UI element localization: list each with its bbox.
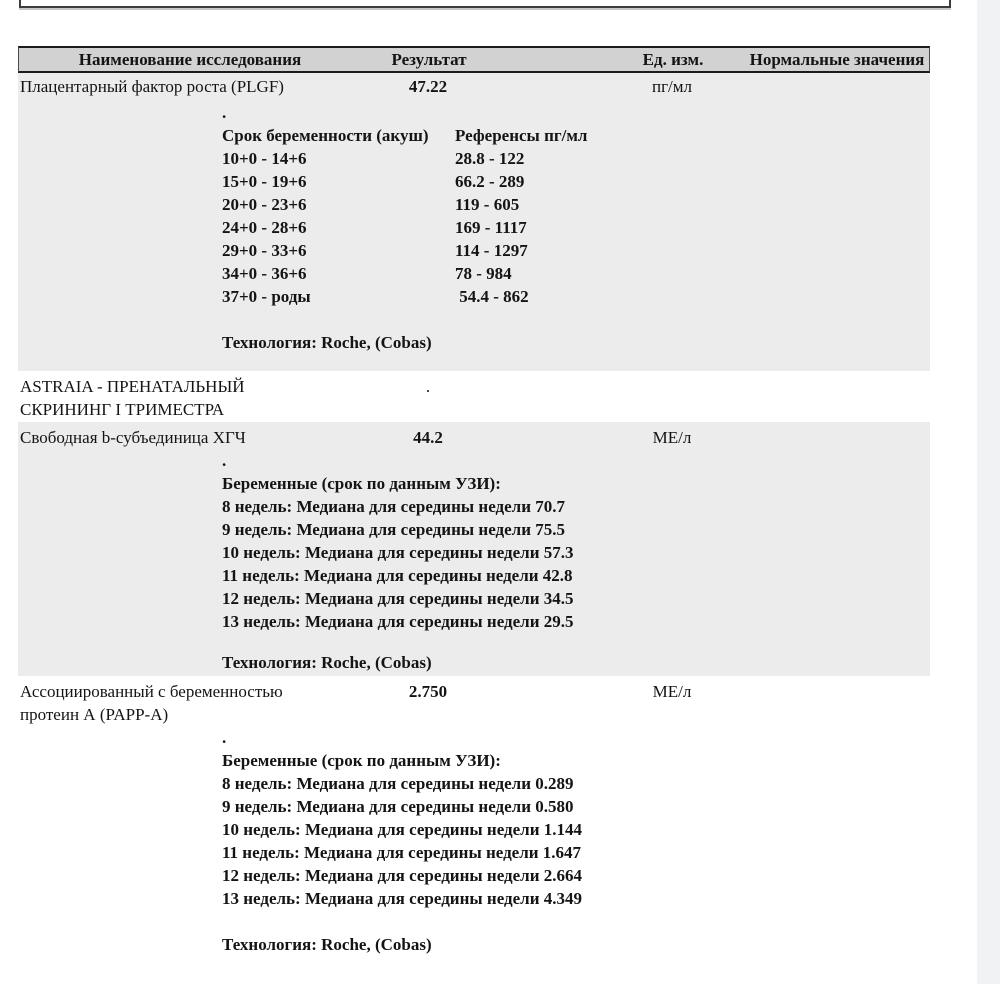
test-result-pappa: 2.750 <box>408 682 448 701</box>
results-table <box>18 46 930 956</box>
reference-value: 66.2 - 289 <box>455 172 525 191</box>
reference-value: 119 - 605 <box>455 195 520 214</box>
median-row: 8 недель: Медиана для середины недели 0.289 <box>222 774 574 793</box>
test-name-plgf: Плацентарный фактор роста (PLGF) <box>20 77 284 96</box>
medians-header: Беременные (срок по данным УЗИ): <box>222 751 501 770</box>
test-name-hcg: Свободная b-субъединица ХГЧ <box>20 428 246 447</box>
reference-value: 78 - 984 <box>455 264 512 283</box>
page-edge-strip <box>977 0 1000 984</box>
spacer <box>222 910 930 933</box>
reference-term: 10+0 - 14+6 <box>222 149 307 168</box>
table-row <box>18 375 930 421</box>
table-header-row <box>18 46 930 73</box>
dot-marker: . <box>222 451 227 470</box>
reference-term: 24+0 - 28+6 <box>222 218 307 237</box>
test-unit-hcg: МЕ/л <box>652 428 692 447</box>
reference-term: 37+0 - роды <box>222 287 311 306</box>
hcg-reference-block <box>222 449 930 674</box>
header-col-unit: Ед. изм. <box>642 50 704 69</box>
test-result-hcg: 44.2 <box>413 428 443 447</box>
spacer <box>222 633 930 651</box>
header-col-result: Результат <box>391 50 467 69</box>
median-row: 12 недель: Медиана для середины недели 34.5 <box>222 589 574 608</box>
reference-value: 28.8 - 122 <box>455 149 525 168</box>
reference-term: 20+0 - 23+6 <box>222 195 307 214</box>
reference-value: 169 - 1117 <box>455 218 527 237</box>
test-result-astraia: . <box>425 377 431 396</box>
header-col-normal: Нормальные значения <box>749 50 925 69</box>
reference-value: 114 - 1297 <box>455 241 528 260</box>
plgf-reference-block <box>222 101 930 354</box>
pappa-reference-block <box>222 726 930 956</box>
median-row: 8 недель: Медиана для середины недели 70.7 <box>222 497 565 516</box>
reference-table-header <box>222 124 930 147</box>
test-unit-plgf: пг/мл <box>651 77 693 96</box>
reference-row <box>222 147 930 170</box>
reference-term: 15+0 - 19+6 <box>222 172 307 191</box>
dot-marker: . <box>222 728 227 747</box>
test-name-pappa <box>18 680 360 726</box>
medians-header: Беременные (срок по данным УЗИ): <box>222 474 501 493</box>
technology-note: Технология: Roche, (Cobas) <box>222 653 432 672</box>
reference-row <box>222 239 930 262</box>
reference-row <box>222 285 930 308</box>
reference-row <box>222 262 930 285</box>
header-col-name: Наименование исследования <box>78 50 302 69</box>
astraia-title-line2: СКРИНИНГ I ТРИМЕСТРА <box>20 400 225 419</box>
reference-term-header: Срок беременности (акуш) <box>222 126 429 145</box>
reference-row <box>222 216 930 239</box>
reference-row <box>222 170 930 193</box>
previous-table-border <box>19 0 951 8</box>
dot-marker: . <box>222 103 227 122</box>
section-plgf <box>18 73 930 371</box>
reference-term: 34+0 - 36+6 <box>222 264 307 283</box>
median-row: 13 недель: Медиана для середины недели 4.349 <box>222 889 582 908</box>
median-row: 11 недель: Медиана для середины недели 1.647 <box>222 843 582 862</box>
section-pappa <box>18 676 930 956</box>
technology-note: Технология: Roche, (Cobas) <box>222 935 432 954</box>
reference-value-header: Референсы пг/мл <box>455 126 588 145</box>
reference-value: 54.4 - 862 <box>455 287 529 306</box>
pappa-name-line1: Ассоциированный с беременностью <box>20 682 283 701</box>
median-row: 10 недель: Медиана для середины недели 1.144 <box>222 820 582 839</box>
astraia-title-line1: ASTRAIA - ПРЕНАТАЛЬНЫЙ <box>20 377 245 396</box>
technology-note: Технология: Roche, (Cobas) <box>222 333 432 352</box>
spacer <box>222 308 930 331</box>
median-row: 12 недель: Медиана для середины недели 2.664 <box>222 866 582 885</box>
table-row <box>18 680 930 726</box>
median-row: 13 недель: Медиана для середины недели 29.5 <box>222 612 574 631</box>
table-row <box>18 426 930 449</box>
median-row: 11 недель: Медиана для середины недели 42.8 <box>222 566 573 585</box>
reference-term: 29+0 - 33+6 <box>222 241 307 260</box>
median-row: 9 недель: Медиана для середины недели 0.580 <box>222 797 574 816</box>
table-row <box>18 75 930 98</box>
test-unit-pappa: МЕ/л <box>652 682 692 701</box>
reference-row <box>222 193 930 216</box>
section-hcg <box>18 422 930 676</box>
median-row: 9 недель: Медиана для середины недели 75.5 <box>222 520 565 539</box>
section-astraia <box>18 371 930 422</box>
median-row: 10 недель: Медиана для середины недели 57.3 <box>222 543 574 562</box>
test-result-plgf: 47.22 <box>408 77 448 96</box>
test-name-astraia <box>18 375 360 421</box>
pappa-name-line2: протеин А (PAPP-A) <box>20 705 169 724</box>
